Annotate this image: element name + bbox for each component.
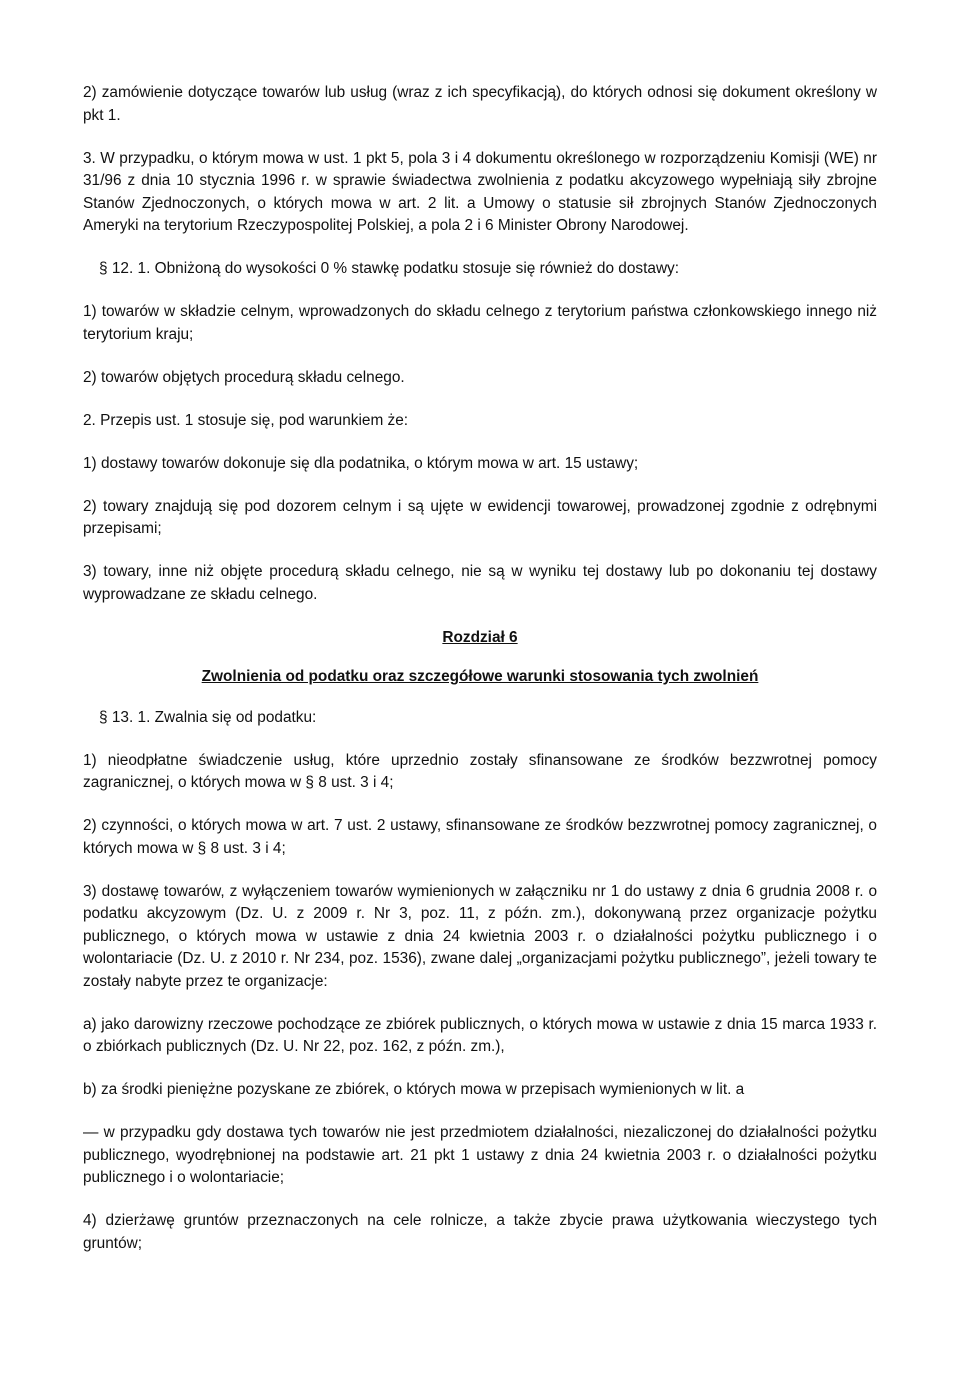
paragraph-order-item-2: 2) zamówienie dotyczące towarów lub usług (wraz z ich specyfikacją), do których odnosi się dokument określony w pkt 1.	[83, 84, 877, 124]
paragraph-warehouse-goods-1: 1) towarów w składzie celnym, wprowadzonych do składu celnego z terytorium państwa członkowskiego innego niż terytorium kraju;	[83, 303, 877, 343]
chapter-title: Zwolnienia od podatku oraz szczegółowe warunki stosowania tych zwolnień	[201, 668, 759, 685]
paragraph-exemption-3a: a) jako darowizny rzeczowe pochodzące ze zbiórek publicznych, o których mowa w ustawie z dnia 15 marca 1933 r. o zbiórkach publicznych (Dz. U. Nr 22, poz. 162, z późn. zm.),	[83, 1015, 877, 1055]
paragraph-exemption-3: 3) dostawę towarów, z wyłączeniem towarów wymienionych w załączniku nr 1 do ustawy z dnia 6 grudnia 2008 r. o podatku akcyzowym (Dz. U. z 2009 r. Nr 3, poz. 11, z późn. zm.), dokonywaną przez organizacje pożytku publicznego, o których mowa w ustawie z dnia 24 kwietnia 2003 r. o działalności pożytku publicznego i o wolontariacie (Dz. U. z 2010 r. Nr 234, poz. 1536), zwane dalej „organizacjami pożytku publicznego”, jeżeli towary te zostały nabyte przez te organizacje:	[83, 882, 877, 990]
paragraph-condition-3: 3) towary, inne niż objęte procedurą składu celnego, nie są w wyniku tej dostawy lub po dokonaniu tej dostawy wyprowadzane ze składu celnego.	[83, 563, 877, 603]
chapter-heading: Rozdział 6	[442, 628, 518, 646]
paragraph-exemption-3b: b) za środki pieniężne pozyskane ze zbiórek, o których mowa w przepisach wymienionych w lit. a	[83, 1081, 745, 1098]
document-page	[83, 82, 877, 1276]
paragraph-section-12: § 12. 1. Obniżoną do wysokości 0 % stawkę podatku stosuje się również do dostawy:	[99, 260, 680, 277]
paragraph-condition-2: 2) towary znajdują się pod dozorem celnym i są ujęte w ewidencji towarowej, prowadzonej zgodnie z odrębnymi przepisami;	[83, 497, 877, 537]
paragraph-exemption-3-dash: — w przypadku gdy dostawa tych towarów nie jest przedmiotem działalności, niezaliczonej do działalności pożytku publicznego, wyodrębnionej na podstawie art. 21 pkt 1 ustawy z dnia 24 kwietnia 2003 r. o działalności pożytku publicznego i o wolontariacie;	[83, 1124, 877, 1186]
paragraph-condition-1: 1) dostawy towarów dokonuje się dla podatnika, o którym mowa w art. 15 ustawy;	[83, 454, 639, 472]
paragraph-exemption-1: 1) nieodpłatne świadczenie usług, które uprzednio zostały sfinansowane ze środków bezzwrotnej pomocy zagranicznej, o których mowa w § 8 ust. 3 i 4;	[83, 751, 877, 791]
paragraph-section-3: 3. W przypadku, o którym mowa w ust. 1 pkt 5, pola 3 i 4 dokumentu określonego w rozporządzeniu Komisji (WE) nr 31/96 z dnia 10 stycznia 1996 r. w sprawie świadectwa zwolnienia z podatku akcyzowego wypełniają siły zbrojne Stanów Zjednoczonych, o których mowa w art. 2 lit. a Umowy o statusie sił zbrojnych Stanów Zjednoczonych Ameryki na terytorium Rzeczypospolitej Polskiej, a pola 2 i 6 Minister Obrony Narodowej.	[83, 149, 877, 234]
paragraph-section-13: § 13. 1. Zwalnia się od podatku:	[99, 708, 317, 726]
paragraph-warehouse-goods-2: 2) towarów objętych procedurą składu celnego.	[83, 368, 405, 386]
paragraph-exemption-2: 2) czynności, o których mowa w art. 7 ust. 2 ustawy, sfinansowane ze środków bezzwrotnej pomocy zagranicznej, o których mowa w § 8 ust. 3 i 4;	[83, 817, 877, 857]
paragraph-exemption-4: 4) dzierżawę gruntów przeznaczonych na cele rolnicze, a także zbycie prawa użytkowania wieczystego tych gruntów;	[83, 1212, 877, 1252]
paragraph-provision-2: 2. Przepis ust. 1 stosuje się, pod warunkiem że:	[83, 411, 409, 429]
